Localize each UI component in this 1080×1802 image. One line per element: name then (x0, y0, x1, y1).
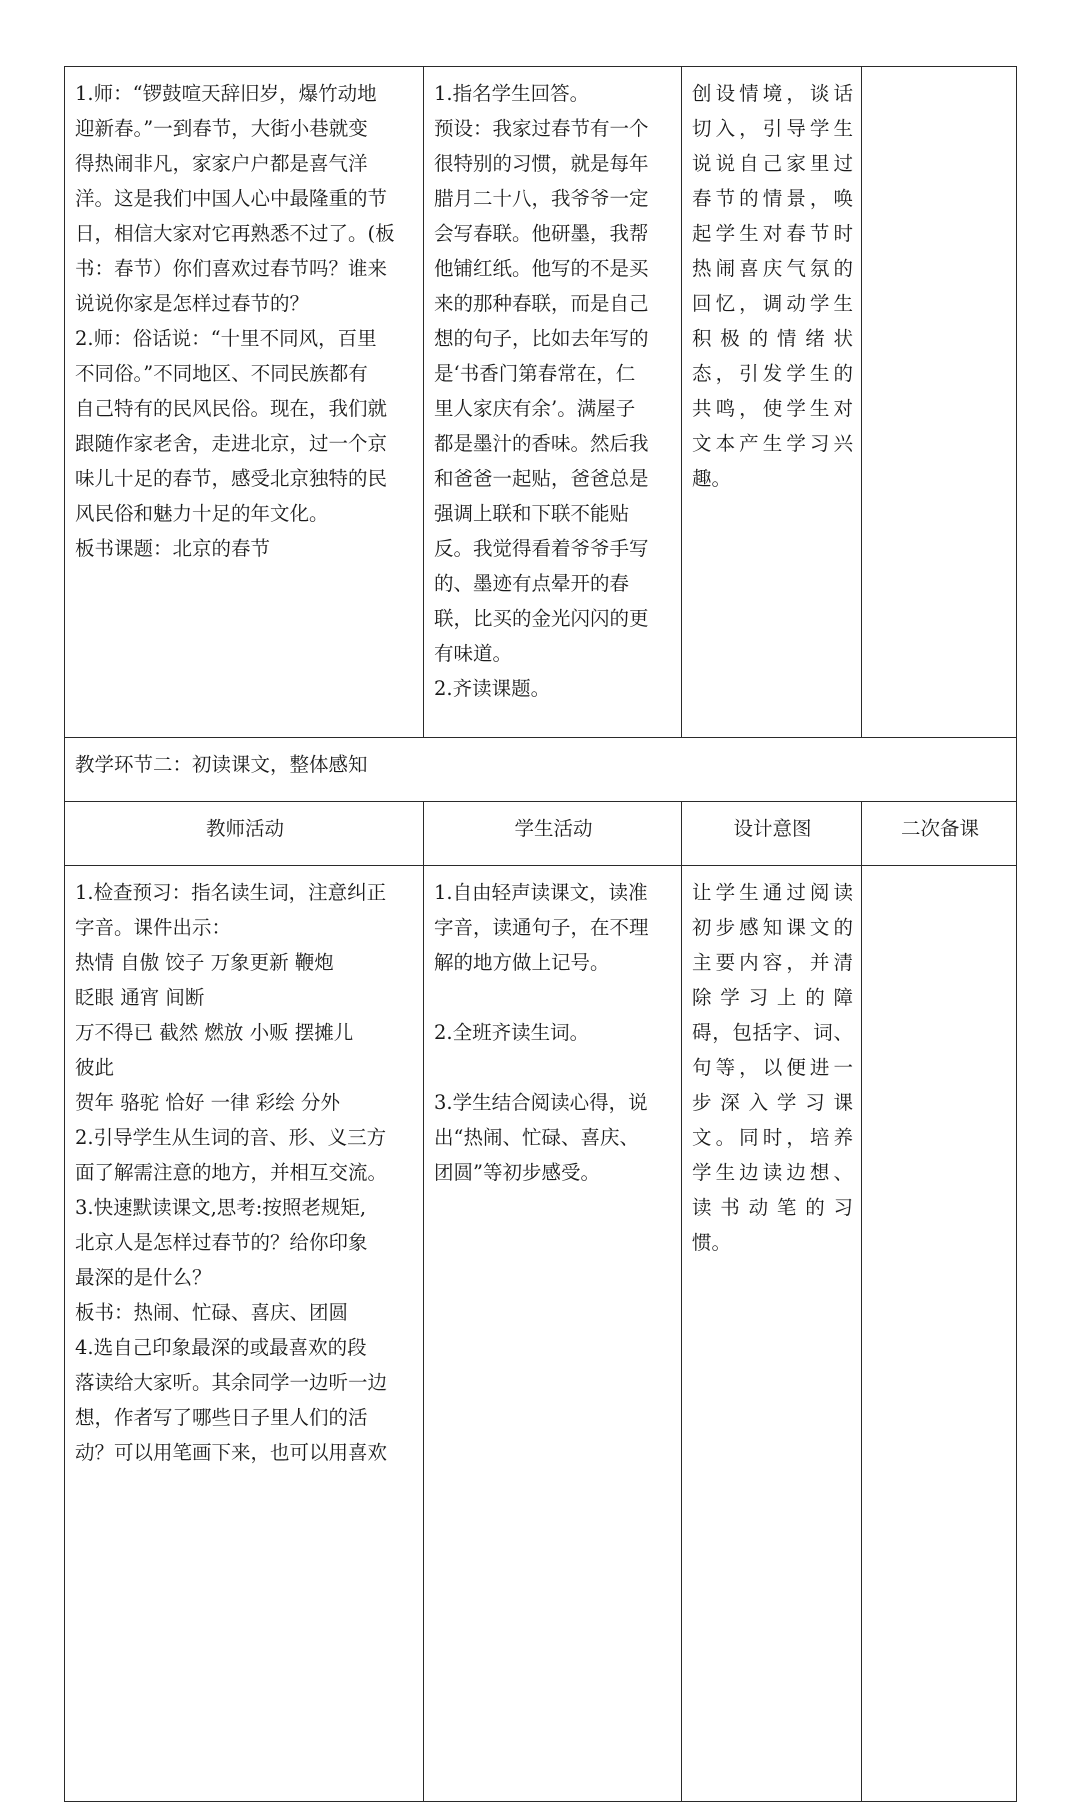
design-intent-line: 切入，引导学生 (692, 117, 853, 140)
design-intent-line: 碍，包括字、词、 (692, 1021, 853, 1044)
student-activity-line: 是‘书香门第春常在，仁 (434, 362, 636, 385)
teacher-activity-line: 想，作者写了哪些日子里人们的活 (75, 1406, 368, 1429)
table-row (65, 866, 1017, 1802)
design-intent-line: 学生边读边想、 (692, 1161, 853, 1184)
teacher-activity-line: 万不得已 截然 燃放 小贩 摆摊儿 (75, 1021, 354, 1044)
student-activity-line: 2.全班齐读生词。 (434, 1021, 590, 1044)
design-intent-line: 让学生通过阅读 (692, 881, 853, 904)
design-intent-line: 春节的情景，唤 (692, 187, 853, 210)
student-activity-line: 字音，读通句子，在不理 (434, 916, 649, 939)
teacher-activity-cell (65, 67, 424, 738)
design-intent-line: 惯。 (692, 1231, 732, 1254)
student-activity-line: 想的句子，比如去年写的 (434, 327, 649, 350)
teacher-activity-cell (65, 866, 424, 1802)
teacher-activity-line: 最深的是什么？ (75, 1266, 212, 1289)
student-activity-line: 强调上联和下联不能贴 (434, 502, 630, 525)
student-activity-line: 反。我觉得看着爷爷手写 (434, 537, 649, 560)
student-activity-line: 解的地方做上记号。 (434, 951, 610, 974)
design-intent-line: 说说自己家里过 (692, 152, 853, 175)
teacher-activity-line: 彼此 (75, 1056, 115, 1079)
teacher-activity-line: 2.师：俗话说：“十里不同风，百里 (75, 327, 377, 350)
table-header-row (65, 802, 1017, 866)
teacher-activity-line: 风民俗和魅力十足的年文化。 (75, 502, 329, 525)
teacher-activity-line: 味儿十足的春节，感受北京独特的民 (75, 467, 388, 490)
design-intent-line: 文。同时，培养 (692, 1126, 853, 1149)
student-activity-line: 的、墨迹有点晕开的春 (434, 572, 630, 595)
lesson-plan-table (64, 66, 1017, 1802)
design-intent-line: 文本产生学习兴 (692, 432, 853, 455)
teacher-activity-line: 得热闹非凡，家家户户都是喜气洋 (75, 152, 368, 175)
design-intent-line: 共鸣，使学生对 (692, 397, 853, 420)
student-activity-line: 预设：我家过春节有一个 (434, 117, 649, 140)
design-intent-line: 热闹喜庆气氛的 (692, 257, 853, 280)
design-intent-line: 读书动笔的习 (692, 1196, 853, 1219)
teacher-activity-line: 面了解需注意的地方，并相互交流。 (75, 1161, 388, 1184)
second-prep-cell (862, 866, 1017, 1802)
design-intent-line: 趣。 (692, 467, 732, 490)
design-intent-line: 积极的情绪状 (692, 327, 853, 350)
student-activity-line: 和爸爸一起贴，爸爸总是 (434, 467, 649, 490)
student-activity-line: 会写春联。他研墨，我帮 (434, 222, 649, 245)
teacher-activity-line: 4.选自己印象最深的或最喜欢的段 (75, 1336, 367, 1359)
teacher-activity-line: 书：春节）你们喜欢过春节吗？谁来 (75, 257, 388, 280)
column-header-student: 学生活动 (424, 802, 682, 866)
teacher-activity-line: 动？可以用笔画下来，也可以用喜欢 (75, 1441, 388, 1464)
student-activity-line: 腊月二十八，我爷爷一定 (434, 187, 649, 210)
student-activity-line: 1.指名学生回答。 (434, 82, 590, 105)
teacher-activity-line: 跟随作家老舍，走进北京，过一个京 (75, 432, 388, 455)
teacher-activity-line: 3.快速默读课文,思考:按照老规矩, (75, 1196, 367, 1219)
design-intent-line: 回忆，调动学生 (692, 292, 853, 315)
student-activity-line: 都是墨汁的香味。然后我 (434, 432, 649, 455)
design-intent-line: 态，引发学生的 (692, 362, 853, 385)
design-intent-line: 主要内容，并清 (692, 951, 853, 974)
design-intent-line: 初步感知课文的 (692, 916, 853, 939)
column-header-teacher: 教师活动 (65, 802, 424, 866)
column-header-notes: 二次备课 (862, 802, 1017, 866)
teacher-activity-line: 迎新春。”一到春节，大街小巷就变 (75, 117, 368, 140)
student-activity-line: 1.自由轻声读课文，读准 (434, 881, 648, 904)
teacher-activity-line: 1.检查预习：指名读生词，注意纠正 (75, 881, 387, 904)
table-row (65, 738, 1017, 802)
teacher-activity-line: 眨眼 通宵 间断 (75, 986, 205, 1009)
teacher-activity-line: 字音。课件出示： (75, 916, 232, 939)
student-activity-line: 出“热闹、忙碌、喜庆、 (434, 1126, 639, 1149)
student-activity-line: 很特别的习惯，就是每年 (434, 152, 649, 175)
teacher-activity-line: 日，相信大家对它再熟悉不过了。(板 (75, 222, 395, 245)
student-activity-line: 有味道。 (434, 642, 513, 665)
design-intent-line: 起学生对春节时 (692, 222, 853, 245)
teacher-activity-line: 洋。这是我们中国人心中最隆重的节 (75, 187, 388, 210)
student-activity-line: 3.学生结合阅读心得，说 (434, 1091, 648, 1114)
design-intent-cell (682, 866, 862, 1802)
teacher-activity-line: 板书课题：北京的春节 (75, 537, 271, 560)
design-intent-line: 创设情境，谈话 (692, 82, 853, 105)
teacher-activity-line: 板书：热闹、忙碌、喜庆、团圆 (75, 1301, 349, 1324)
design-intent-line: 除学习上的障 (692, 986, 853, 1009)
design-intent-line: 步深入学习课 (692, 1091, 853, 1114)
second-prep-cell (862, 67, 1017, 738)
student-activity-line (434, 1050, 673, 1085)
student-activity-line: 联，比买的金光闪闪的更 (434, 607, 649, 630)
student-activity-cell (424, 866, 682, 1802)
teacher-activity-line: 2.引导学生从生词的音、形、义三方 (75, 1126, 387, 1149)
table-row (65, 67, 1017, 738)
teacher-activity-line: 热情 自傲 饺子 万象更新 鞭炮 (75, 951, 334, 974)
student-activity-line: 他铺红纸。他写的不是买 (434, 257, 649, 280)
student-activity-line: 团圆”等初步感受。 (434, 1161, 600, 1184)
teacher-activity-line: 贺年 骆驼 恰好 一律 彩绘 分外 (75, 1091, 340, 1114)
teacher-activity-line: 不同俗。”不同地区、不同民族都有 (75, 362, 368, 385)
design-intent-line: 句等，以便进一 (692, 1056, 853, 1079)
teacher-activity-line: 北京人是怎样过春节的？给你印象 (75, 1231, 368, 1254)
student-activity-line (434, 980, 673, 1015)
student-activity-cell (424, 67, 682, 738)
teacher-activity-line: 落读给大家听。其余同学一边听一边 (75, 1371, 388, 1394)
section-title: 教学环节二：初读课文，整体感知 (65, 738, 1017, 802)
student-activity-line: 来的那种春联，而是自己 (434, 292, 649, 315)
teacher-activity-line: 1.师：“锣鼓喧天辞旧岁，爆竹动地 (75, 82, 377, 105)
teacher-activity-line: 说说你家是怎样过春节的？ (75, 292, 310, 315)
student-activity-line: 里人家庆有余’。满屋子 (434, 397, 636, 420)
column-header-intent: 设计意图 (682, 802, 862, 866)
student-activity-line: 2.齐读课题。 (434, 677, 551, 700)
teacher-activity-line: 自己特有的民风民俗。现在，我们就 (75, 397, 388, 420)
design-intent-cell (682, 67, 862, 738)
